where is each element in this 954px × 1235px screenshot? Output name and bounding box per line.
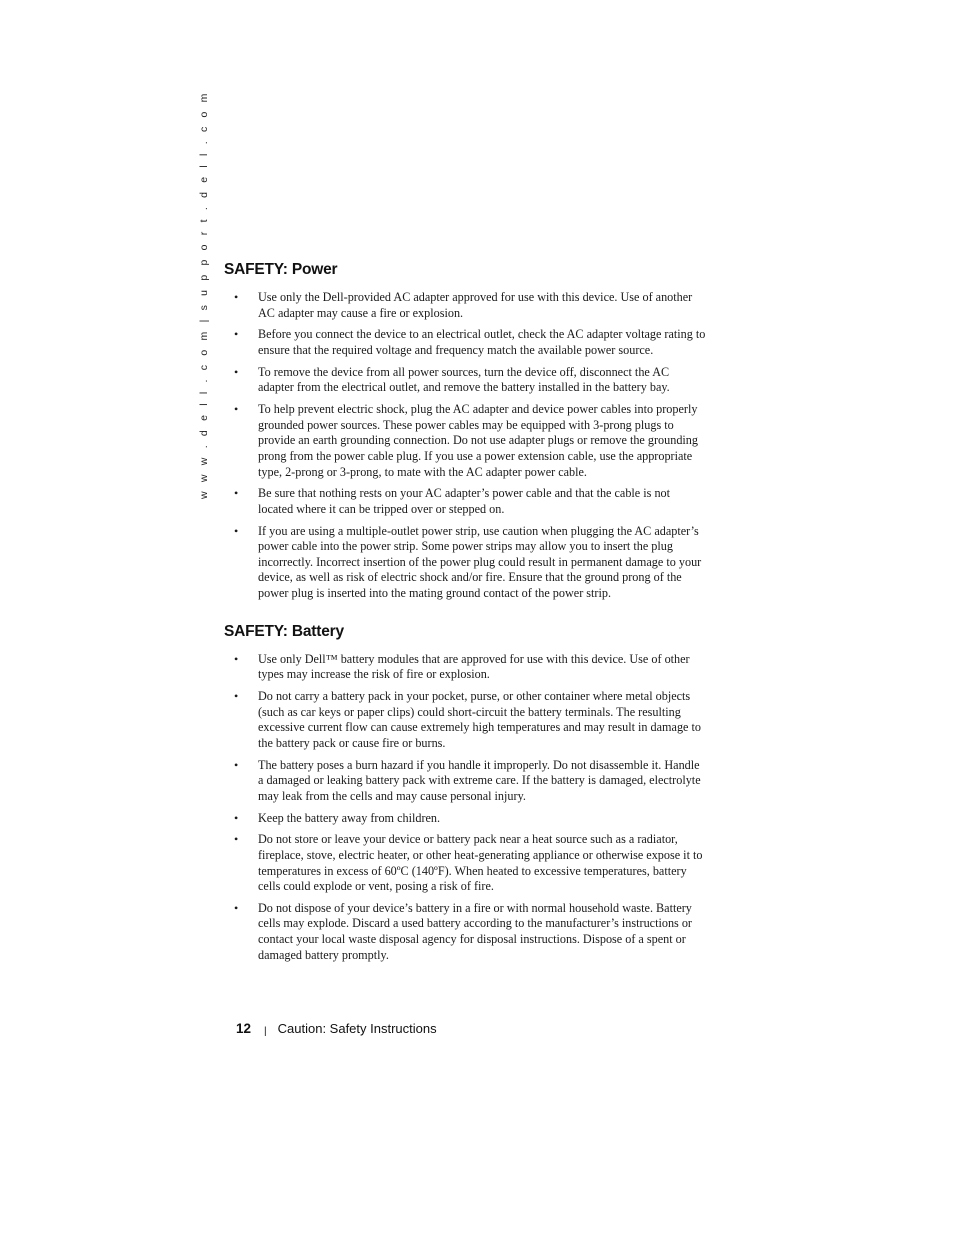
side-url-margin-text: w w w . d e l l . c o m | s u p p o r t . d e l l . c o m [198, 90, 210, 499]
page-footer [236, 1019, 437, 1039]
list-item-text: To remove the device from all power sources, turn the device off, disconnect the AC adapter from the electrical outlet, and remove the battery installed in the battery bay. [258, 364, 670, 395]
list-item [224, 811, 706, 827]
power-safety-list [224, 290, 706, 602]
bullet-icon: • [234, 757, 239, 772]
list-item-text: Keep the battery away from children. [258, 810, 441, 825]
list-item [224, 524, 706, 602]
page-content [224, 258, 706, 969]
page-number: 12 [236, 1021, 252, 1036]
list-item [224, 327, 706, 358]
list-item [224, 486, 706, 517]
list-item-text: Do not carry a battery pack in your pocket, purse, or other container where metal objects (such as car keys or paper clips) could short-circuit the battery terminals. The resulting excessive current flow can cause extremely high temperatures and may result in damage to the battery pack or cause fire or burns. [258, 689, 701, 750]
list-item [224, 901, 706, 963]
bullet-icon: • [234, 486, 239, 501]
list-item [224, 290, 706, 321]
list-item-text: The battery poses a burn hazard if you handle it improperly. Do not disassemble it. Handle a damaged or leaking battery pack with extreme care. If the battery is damaged, electrolyte may leak from the cells and may cause personal injury. [258, 757, 701, 803]
list-item-text: Before you connect the device to an electrical outlet, check the AC adapter voltage rating to ensure that the required voltage and frequency match the available power source. [258, 327, 706, 357]
bullet-icon: • [234, 900, 239, 915]
battery-safety-list [224, 652, 706, 964]
list-item-text: Do not dispose of your device’s battery in a fire or with normal household waste. Battery cells may explode. Discard a used battery according to the manufacturer’s instructions or contact your local waste disposal agency for disposal instructions. Dispose of a spent or damaged battery promptly. [258, 900, 692, 962]
bullet-icon: • [234, 290, 239, 304]
footer-chapter-title: Caution: Safety Instructions [277, 1021, 437, 1036]
footer-separator: | [264, 1026, 267, 1037]
bullet-icon: • [234, 364, 239, 379]
bullet-icon: • [234, 327, 239, 342]
list-item-text: To help prevent electric shock, plug the AC adapter and device power cables into properly grounded power sources. These power cables may be equipped with 3-prong plugs to provide an earth grounding connection. Do not use adapter plugs or remove the grounding prong from the power cable plug. If you use a power extension cable, use the appropriate type, 2-prong or 3-prong, to mate with the AC adapter power cable. [258, 402, 698, 479]
list-item [224, 402, 706, 480]
bullet-icon: • [234, 810, 239, 825]
list-item-text: Use only the Dell-provided AC adapter approved for use with this device. Use of another AC adapter may cause a fire or explosion. [258, 290, 693, 320]
section-heading-battery: SAFETY: Battery [224, 622, 344, 640]
bullet-icon: • [234, 689, 239, 703]
list-item [224, 652, 706, 683]
bullet-icon: • [234, 402, 239, 417]
list-item-text: Be sure that nothing rests on your AC adapter’s power cable and that the cable is not located where it can be tripped over or stepped on. [258, 486, 671, 516]
bullet-icon: • [234, 832, 239, 847]
list-item-text: If you are using a multiple-outlet power strip, use caution when plugging the AC adapter’s power cable into the power strip. Some power strips may allow you to insert the plug incorrectly. Incorrect insertion of the power plug could result in permanent damage to your device, as well as risk of electric shock and/or fire. Ensure that the ground prong of the power plug is inserted into the mating ground contact of the power strip. [258, 523, 702, 601]
section-heading-power: SAFETY: Power [224, 261, 338, 278]
list-item-text: Use only Dell™ battery modules that are approved for use with this device. Use of other types may increase the risk of fire or explosion. [258, 651, 690, 682]
bullet-icon: • [234, 523, 239, 538]
bullet-icon: • [234, 651, 239, 666]
list-item [224, 832, 706, 894]
list-item [224, 689, 706, 751]
list-item [224, 758, 706, 805]
list-item-text: Do not store or leave your device or battery pack near a heat source such as a radiator, fireplace, stove, electric heater, or other heat-generating appliance or otherwise expose it to temperatures in excess of 60ºC (140ºF). When heated to excessive temperatures, battery cells could explode or vent, posing a risk of fire. [258, 832, 703, 894]
list-item [224, 365, 706, 396]
